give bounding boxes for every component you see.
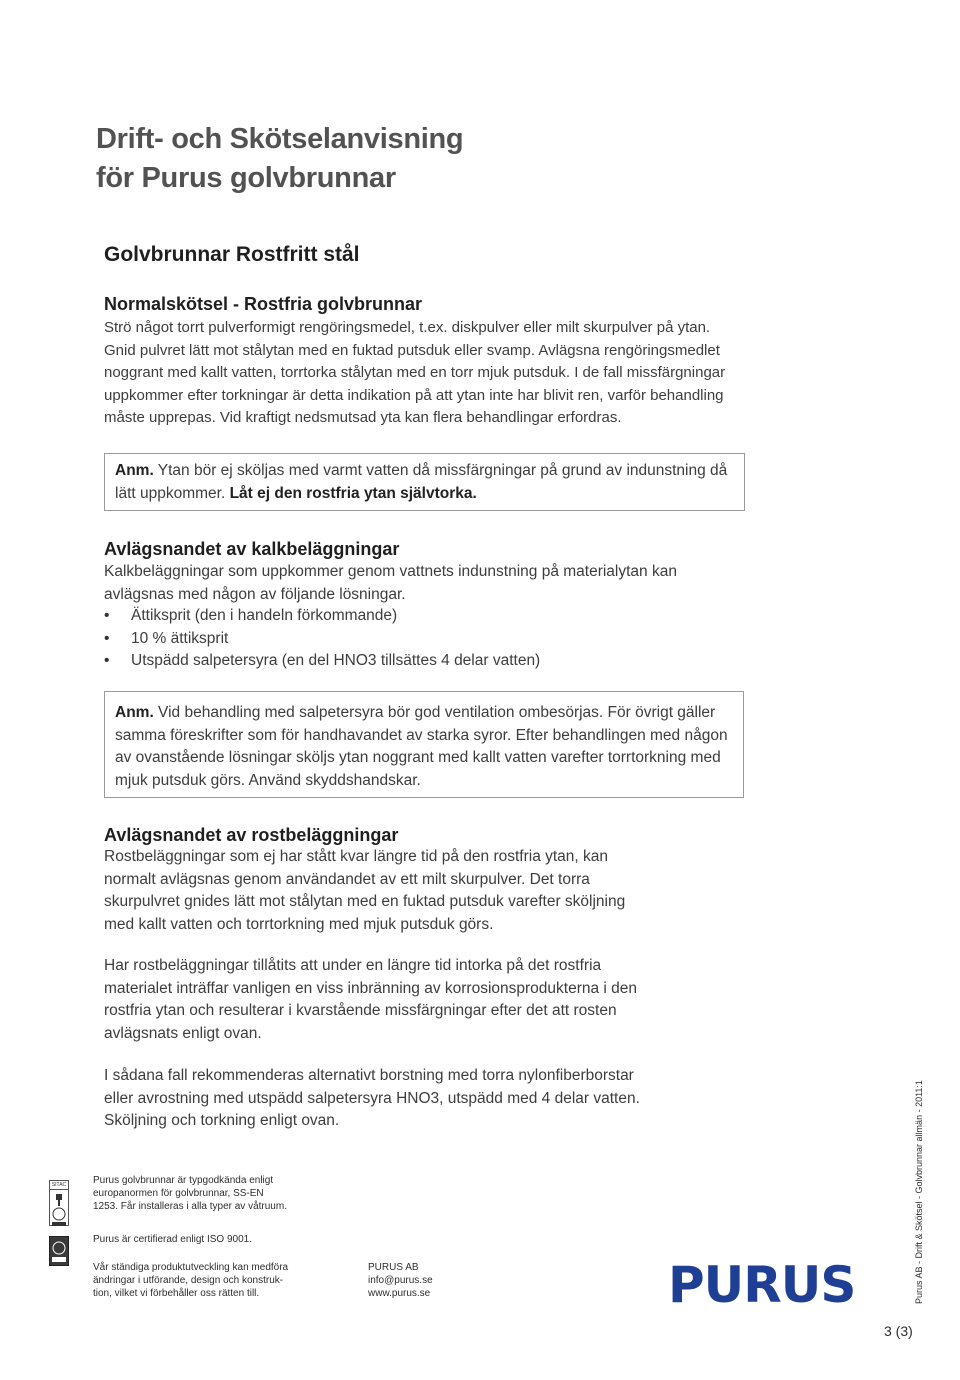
rust-paragraph-3 (104, 1065, 724, 1133)
iso-text: Purus är certifierad enligt ISO 9001. (93, 1234, 252, 1245)
sp-certified-logo (49, 1236, 69, 1266)
document-title (96, 120, 463, 198)
rust-line: avlägsnats enligt ovan. (104, 1024, 262, 1042)
normal-care-heading: Normalskötsel - Rostfria golvbrunnar (104, 294, 423, 314)
list-item (104, 628, 744, 651)
bullet-icon: • (104, 607, 110, 624)
sitac-mark-icon (50, 1190, 68, 1228)
rust-line: materialet inträffar vanligen en viss inbränning av korrosionsprodukterna i den (104, 979, 638, 997)
note-1-line-1: Ytan bör ej sköljas med varmt vatten då missfärgningar på grund av indunstning då (153, 462, 728, 479)
title-line-1: Drift- och Skötselanvisning (96, 123, 464, 155)
note-2-line: av ovanstående lösningar sköljs ytan noggrant med kallt vatten varefter torrtorkning med (115, 749, 721, 766)
rust-paragraph-2 (104, 955, 724, 1045)
normal-line: Gnid pulvret lätt mot stålytan med en fuktad putsduk eller svamp. Avlägsna rengöringsmedlet (104, 341, 720, 359)
note-box-2 (104, 691, 744, 798)
lime-bullet-list (104, 605, 744, 673)
note-2-line-1: Vid behandling med salpetersyra bör god ventilation ombesörjas. För övrigt gäller (153, 704, 716, 721)
bullet-text: Utspädd salpetersyra (en del HNO3 tillsättes 4 delar vatten) (131, 652, 541, 669)
rust-paragraph-1 (104, 846, 724, 936)
note-2-prefix: Anm. (115, 704, 154, 721)
rust-line: skurpulvret gnides lätt mot stålytan med en fuktad putsduk varefter sköljning (104, 893, 626, 910)
normal-line: måste upprepas. Vid kraftigt nedsmutsad yta kan flera behandlingar erfordras. (104, 409, 622, 426)
company-email: info@purus.se (368, 1275, 433, 1286)
list-item (104, 605, 744, 628)
lime-line: Kalkbeläggningar som uppkommer genom vattnets indunstning på materialytan kan (104, 563, 677, 580)
rust-line: Har rostbeläggningar tillåtits att under en längre tid intorka på det rostfria (104, 957, 602, 974)
rust-line: Rostbeläggningar som ej har stått kvar längre tid på den rostfria ytan, kan (104, 848, 609, 865)
disclaimer-line: Vår ständiga produktutveckling kan medföra (93, 1262, 289, 1273)
sitac-label: SITAC (51, 1182, 67, 1188)
bullet-text: Ättiksprit (den i handeln förkommande) (131, 607, 398, 624)
section-title: Golvbrunnar Rostfritt stål (104, 243, 360, 266)
company-website: www.purus.se (368, 1288, 431, 1299)
company-contact (368, 1261, 433, 1300)
normal-line: uppkommer efter torkningar är detta indikation på att ytan inte har blivit ren, varför behandling (104, 386, 724, 404)
approval-text (93, 1174, 323, 1213)
disclaimer-line: ändringar i utförande, design och konstruk- (93, 1275, 284, 1286)
rust-line: normalt avlägsnas genom användandet av ett milt skurpulver. Det torra (104, 870, 590, 888)
normal-line: Strö något torrt pulverformigt rengöringsmedel, t.ex. diskpulver eller milt skurpulver på ytan. (104, 319, 711, 336)
rust-line: rostfria ytan och resulterar i kvarstående missfärgningar efter det att rosten (104, 1002, 617, 1019)
note-2-line: samma föreskrifter som för handhavandet av starka syror. Efter behandlingen med någon (115, 726, 728, 744)
note-box-1 (104, 453, 745, 511)
rust-heading: Avlägsnandet av rostbeläggningar (104, 825, 399, 845)
sitac-certification-logo (49, 1180, 69, 1226)
approval-line: 1253. Får installeras i alla typer av våtruum. (93, 1201, 287, 1212)
bullet-icon: • (104, 629, 110, 647)
bullet-text: 10 % ättiksprit (131, 629, 229, 647)
purus-logo: PURUS (668, 1256, 856, 1314)
rust-line: eller avrostning med utspädd salpetersyra HNO3, utspädd med 4 delar vatten. (104, 1089, 640, 1107)
disclaimer-line: tion, vilket vi förbehåller oss rätten till. (93, 1288, 260, 1299)
note-1-bold: Låt ej den rostfria ytan självtorka. (229, 484, 477, 502)
normal-line: noggrant med kallt vatten, torrtorka stålytan med en torr mjuk putsduk. I de fall missfärgningar (104, 364, 726, 381)
rust-line: med kallt vatten och torrtorkning med mjuk putsduk görs. (104, 915, 494, 933)
company-name: PURUS AB (368, 1262, 419, 1273)
normal-care-text (104, 317, 764, 430)
approval-line: europanormen för golvbrunnar, SS-EN (93, 1188, 264, 1199)
lime-text (104, 561, 744, 606)
title-line-2: för Purus golvbrunnar (96, 162, 396, 194)
document-reference: Purus AB - Drift & Skötsel - Golvbrunnar allmän - 2011:1 (914, 1080, 924, 1304)
page-number: 3 (3) (884, 1323, 913, 1339)
approval-line: Purus golvbrunnar är typgodkända enligt (93, 1175, 274, 1186)
rust-line: Sköljning och torkning enligt ovan. (104, 1112, 340, 1129)
lime-line: avlägsnas med någon av följande lösningar. (104, 585, 406, 603)
sp-mark-icon (50, 1237, 68, 1265)
note-1-line-2: lätt uppkommer. (115, 484, 230, 502)
lime-heading: Avlägsnandet av kalkbeläggningar (104, 539, 400, 559)
rust-line: I sådana fall rekommenderas alternativt borstning med torra nylonfiberborstar (104, 1067, 634, 1084)
list-item (104, 650, 744, 673)
note-1-prefix: Anm. (115, 462, 154, 479)
note-2-line: mjuk putsduk görs. Använd skyddshandskar. (115, 771, 421, 789)
bullet-icon: • (104, 652, 110, 669)
development-disclaimer (93, 1261, 323, 1300)
